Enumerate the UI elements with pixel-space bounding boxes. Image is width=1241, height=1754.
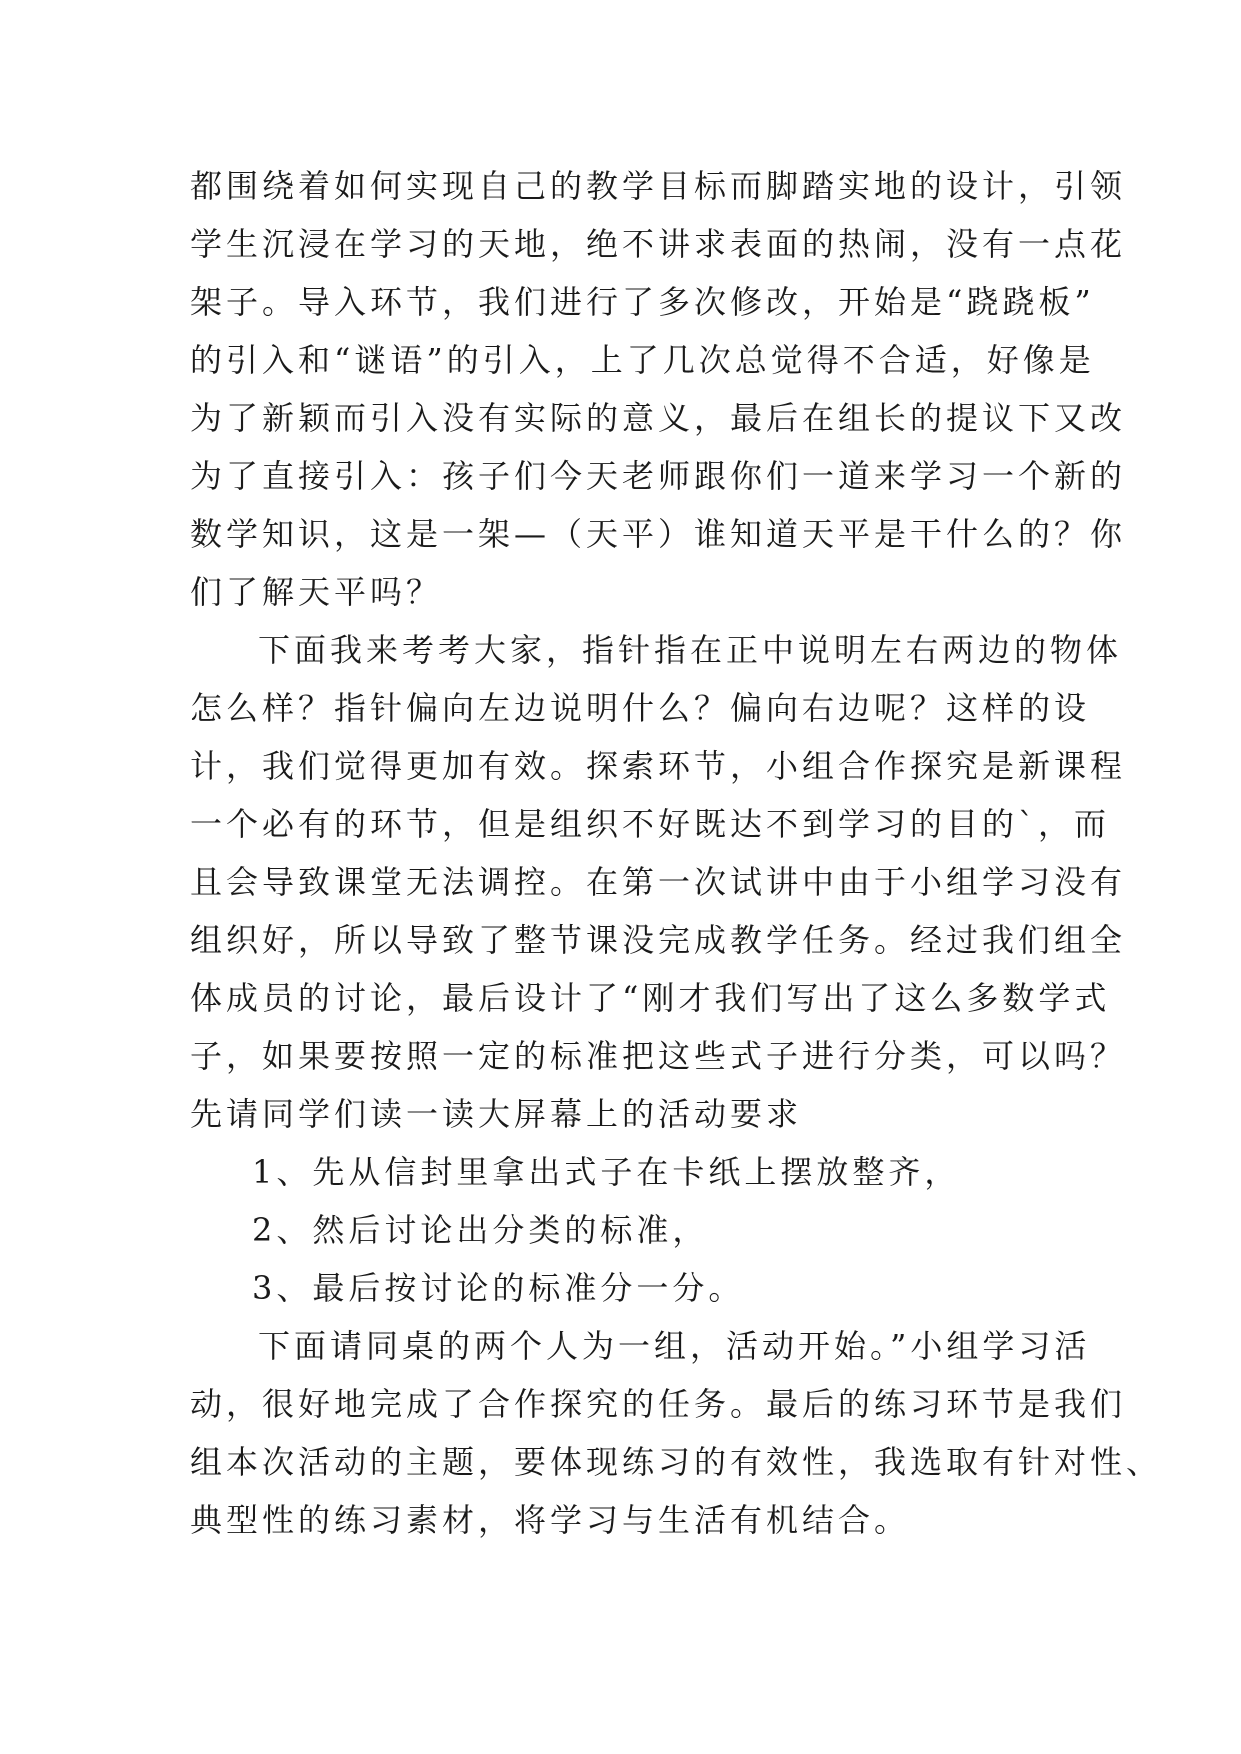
paragraph-line: 下面请同桌的两个人为一组，活动开始。”小组学习活	[258, 1327, 1091, 1365]
paragraph-line: 怎么样？指针偏向左边说明什么？偏向右边呢？这样的设	[190, 689, 1091, 727]
paragraph-line: 计，我们觉得更加有效。探索环节，小组合作探究是新课程	[190, 747, 1127, 785]
paragraph-closing	[190, 1317, 1163, 1549]
list-item: 3、最后按讨论的标准分一分。	[252, 1269, 745, 1307]
paragraph-line: 组织好，所以导致了整节课没完成教学任务。经过我们组全	[190, 921, 1127, 959]
paragraph-line: 学生沉浸在学习的天地，绝不讲求表面的热闹，没有一点花	[190, 225, 1127, 263]
paragraph-line: 组本次活动的主题，要体现练习的有效性，我选取有针对性、	[190, 1443, 1163, 1481]
document-body	[190, 157, 1163, 1549]
paragraph-1	[190, 157, 1127, 621]
paragraph-line: 体成员的讨论，最后设计了“刚才我们写出了这么多数学式	[190, 979, 1111, 1017]
paragraph-line: 典型性的练习素材，将学习与生活有机结合。	[190, 1501, 911, 1539]
paragraph-line: 为了新颖而引入没有实际的意义，最后在组长的提议下又改	[190, 399, 1127, 437]
paragraph-line: 且会导致课堂无法调控。在第一次试讲中由于小组学习没有	[190, 863, 1127, 901]
paragraph-line: 子，如果要按照一定的标准把这些式子进行分类，可以吗？	[190, 1037, 1127, 1075]
paragraph-line: 都围绕着如何实现自己的教学目标而脚踏实地的设计，引领	[190, 167, 1127, 205]
paragraph-line: 一个必有的环节，但是组织不好既达不到学习的目的`，而	[190, 805, 1111, 843]
paragraph-line: 动，很好地完成了合作探究的任务。最后的练习环节是我们	[190, 1385, 1127, 1423]
paragraph-line: 先请同学们读一读大屏幕上的活动要求	[190, 1095, 803, 1133]
list-item: 2、然后讨论出分类的标准，	[252, 1211, 709, 1249]
paragraph-line: 下面我来考考大家，指针指在正中说明左右两边的物体	[258, 631, 1123, 669]
paragraph-line: 的引入和“谜语”的引入，上了几次总觉得不合适，好像是	[190, 341, 1095, 379]
paragraph-line: 架子。导入环节，我们进行了多次修改，开始是“跷跷板”	[190, 283, 1095, 321]
paragraph-line: 们了解天平吗？	[190, 573, 443, 611]
paragraph-2	[190, 621, 1127, 1143]
list-item: 1、先从信封里拿出式子在卡纸上摆放整齐，	[252, 1153, 961, 1191]
paragraph-line: 数学知识，这是一架—（天平）谁知道天平是干什么的？你	[190, 515, 1127, 553]
paragraph-line: 为了直接引入：孩子们今天老师跟你们一道来学习一个新的	[190, 457, 1127, 495]
